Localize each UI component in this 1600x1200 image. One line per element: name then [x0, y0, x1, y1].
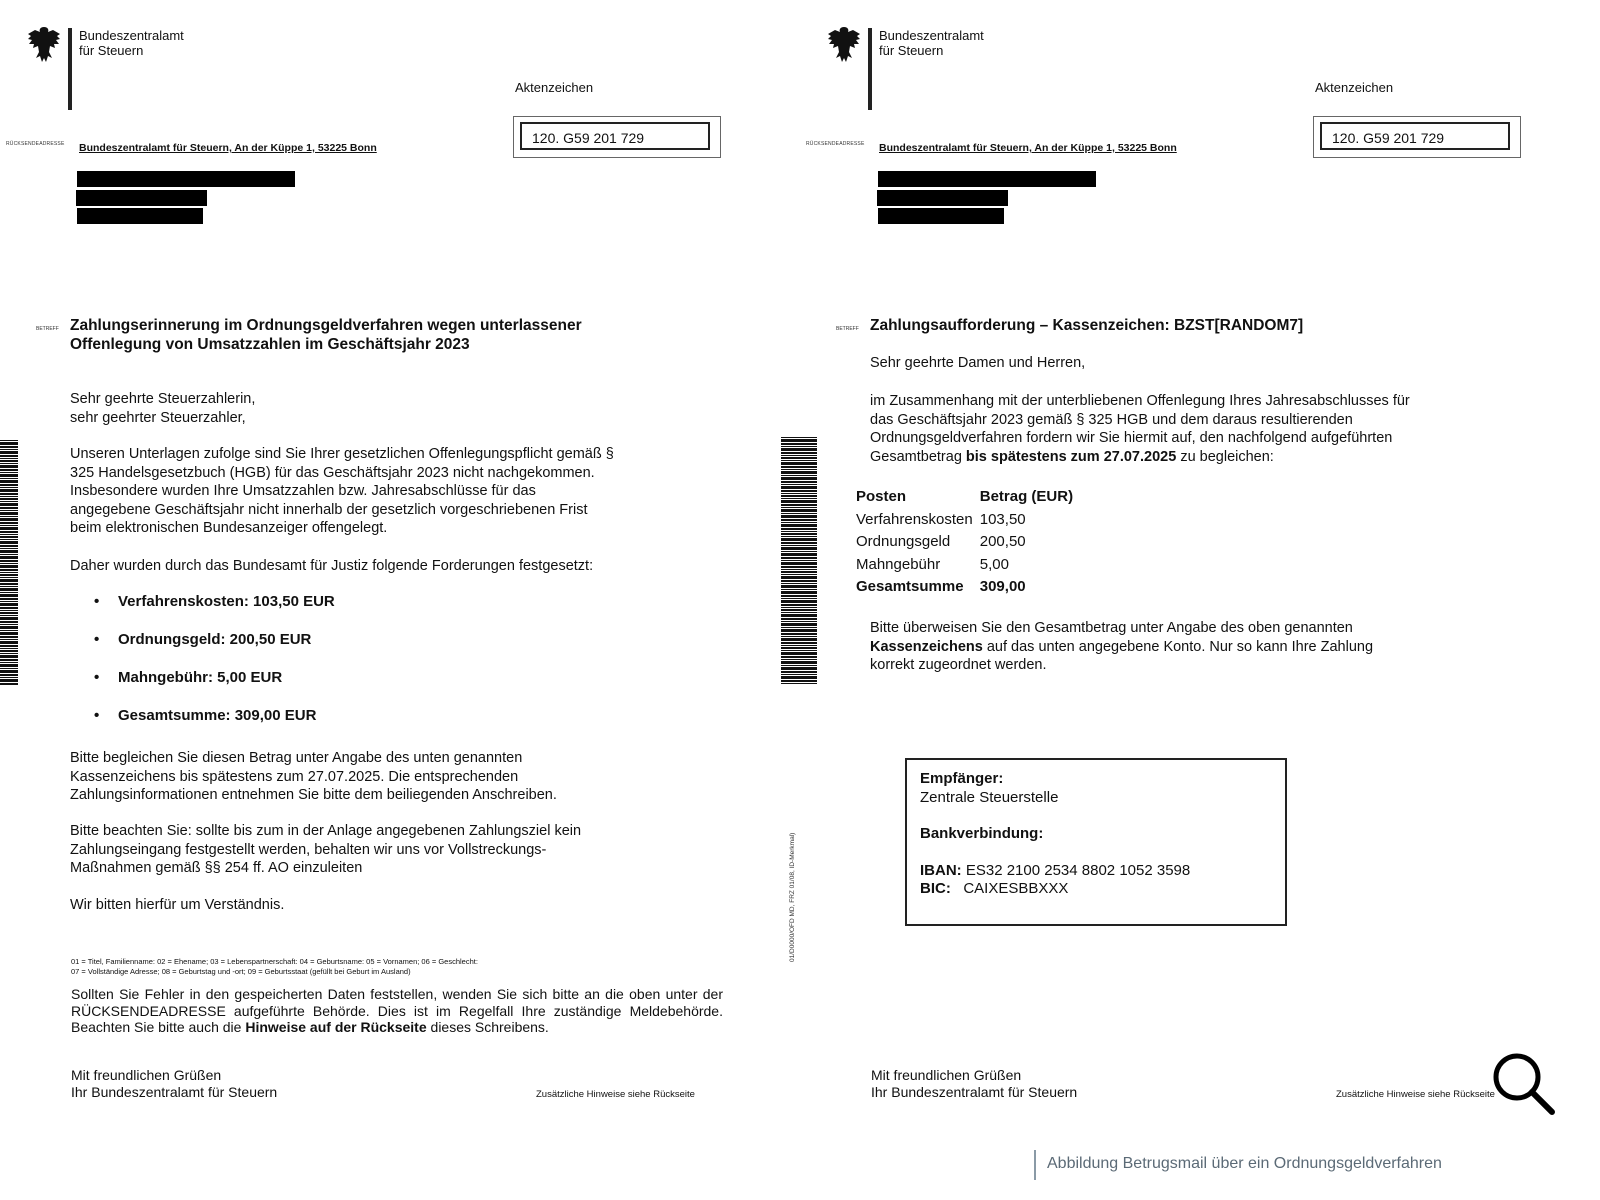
table-cell: 309,00: [979, 578, 1026, 595]
table-header-cell: Posten: [856, 488, 907, 505]
table-row: [853, 554, 1077, 577]
authority-bar: [68, 28, 72, 110]
understanding-line: Wir bitten hierfür um Verständnis.: [70, 897, 285, 913]
authority-name: Bundeszentralamt für Steuern: [79, 28, 184, 58]
betreff-label: BETREFF: [36, 326, 59, 332]
table-cell: 103,50: [979, 510, 1026, 528]
intro-paragraph: Unseren Unterlagen zufolge sind Sie Ihrer gesetzlichen Offenlegungspflicht gemäß § 325 Handelsgesetzbuch (HGB) für das Geschäftsjahr 2023 nicht nachgekommen. Insbesondere wurden Ihre Umsatzzahlen bzw. Jahresabschlüsse für das angegebene Geschäftsjahr nicht innerhalb der gesetzlich vorgeschriebenen Frist beim elektronischen Bundesanzeiger offengelegt.: [70, 446, 614, 536]
back-note: Zusätzliche Hinweise siehe Rückseite: [536, 1089, 695, 1100]
table-cell: Gesamtsumme: [856, 578, 964, 595]
list-item: • Verfahrenskosten: 103,50 EUR: [70, 592, 335, 630]
salutation: Sehr geehrte Damen und Herren,: [870, 355, 1086, 371]
redaction-bar: [76, 190, 207, 206]
table-total-row: [853, 576, 1077, 599]
barcode-icon: [0, 440, 36, 685]
table-row: [853, 509, 1077, 532]
footnote: 01 = Titel, Familienname: 02 = Ehename; 03 = Lebenspartnerschaft: 04 = Geburtsname: 05 = Vornamen; 06 = Geschlecht: 07 = Vollständige Adresse; 08 = Geburtstag und -ort; 09 = Geburtsstaat (gefüllt bei Geburt im Ausland): [71, 957, 478, 976]
sender-label: RÜCKSENDEADRESSE: [6, 141, 65, 147]
redaction-bar: [878, 171, 1096, 187]
betreff-label: BETREFF: [836, 326, 859, 332]
table-cell: Ordnungsgeld: [856, 533, 951, 550]
table-cell: Verfahrenskosten: [856, 510, 973, 528]
recipient-name: Zentrale Steuerstelle: [920, 788, 1059, 806]
bic-line: BIC: CAIXESBBXXX: [920, 880, 1069, 897]
closing: Mit freundlichen Grüßen Ihr Bundeszentralamt für Steuern: [871, 1067, 1078, 1100]
aktenzeichen-value: 120. G59 201 729: [1320, 122, 1510, 150]
salutation: Sehr geehrte Steuerzahlerin, sehr geehrter Steuerzahler,: [70, 391, 256, 426]
sender-label: RÜCKSENDEADRESSE: [806, 141, 865, 147]
cost-table: [853, 486, 1077, 599]
claims-list: [70, 592, 335, 744]
redaction-bar: [877, 190, 1008, 206]
bank-details-box: [905, 758, 1287, 926]
table-cell: Mahngebühr: [856, 555, 941, 573]
barcode-icon: [781, 437, 817, 685]
back-note: Zusätzliche Hinweise siehe Rückseite: [1336, 1089, 1495, 1100]
letter-left: [0, 0, 790, 1120]
magnifier-icon: [1490, 1050, 1560, 1120]
claims-intro: Daher wurden durch das Bundesamt für Justiz folgende Forderungen festgesetzt:: [70, 558, 594, 574]
table-cell: 5,00: [979, 555, 1009, 573]
subject: Zahlungsaufforderung – Kassenzeichen: BZST[RANDOM7]: [870, 317, 1304, 334]
sender-address: Bundeszentralamt für Steuern, An der Küppe 1, 53225 Bonn: [79, 142, 377, 154]
aktenzeichen-label: Aktenzeichen: [1315, 80, 1394, 95]
iban-line: IBAN: ES32 2100 2534 8802 1052 3598: [920, 861, 1191, 879]
redaction-bar: [77, 208, 203, 224]
redaction-bar: [77, 171, 295, 187]
subject: Zahlungserinnerung im Ordnungsgeldverfahren wegen unterlassener Offenlegung von Umsatzzahlen im Geschäftsjahr 2023: [70, 317, 582, 353]
aktenzeichen-label: Aktenzeichen: [515, 80, 594, 95]
list-item: • Mahngebühr: 5,00 EUR: [70, 668, 335, 706]
intro-paragraph: im Zusammenhang mit der unterbliebenen Offenlegung Ihres Jahresabschlusses für das Geschäftsjahr 2023 gemäß § 325 HGB und dem daraus resultierenden Ordnungsgeldverfahren fordern wir Sie hiermit auf, den nachfolgend aufgeführten Gesamtbetrag bis spätestens zum 27.07.2025 zu begleichen:: [870, 393, 1410, 465]
warning-paragraph: Bitte beachten Sie: sollte bis zum in der Anlage angegebenen Zahlungsziel kein Zahlungseingang festgestellt werden, behalten wir uns vor Vollstreckungs- Maßnahmen gemäß §§ 254 ff. AO einzuleiten: [70, 823, 582, 876]
list-item: • Ordnungsgeld: 200,50 EUR: [70, 630, 335, 668]
aktenzeichen-box: [1313, 116, 1521, 158]
closing: Mit freundlichen Grüßen Ihr Bundeszentralamt für Steuern: [71, 1067, 278, 1100]
transfer-paragraph: Bitte überweisen Sie den Gesamtbetrag unter Angabe des oben genannten Kassenzeichens auf das unten angegebene Konto. Nur so kann Ihre Zahlung korrekt zugeordnet werden.: [870, 620, 1374, 673]
list-item: • Gesamtsumme: 309,00 EUR: [70, 706, 335, 744]
federal-eagle-icon: [26, 24, 62, 64]
sender-address: Bundeszentralamt für Steuern, An der Küppe 1, 53225 Bonn: [879, 142, 1177, 154]
data-error-notice: Sollten Sie Fehler in den gespeicherten Daten feststellen, wenden Sie sich bitte an die oben unter der RÜCKSENDEADRESSE aufgeführte Behörde. Dies ist im Regelfall Ihre zuständige Meldebehörde. Beachten Sie bitte auch die Hinweise auf der Rückseite dieses Schreibens.: [71, 986, 723, 1035]
authority-bar: [868, 28, 872, 110]
aktenzeichen-value: 120. G59 201 729: [520, 122, 710, 150]
recipient-label: Empfänger:: [920, 770, 1004, 787]
figure-caption: Abbildung Betrugsmail über ein Ordnungsgeldverfahren: [1047, 1155, 1442, 1172]
bank-label: Bankverbindung:: [920, 825, 1044, 842]
table-cell: 200,50: [979, 533, 1026, 550]
letter-right: [789, 0, 1590, 1120]
caption-divider: [1034, 1150, 1036, 1180]
side-code: 01/D0000/OFD MD, FRZ 01/08, ID-Merkmal): [789, 832, 796, 962]
authority-name: Bundeszentralamt für Steuern: [879, 28, 984, 58]
federal-eagle-icon: [826, 24, 862, 64]
table-row: [853, 531, 1077, 554]
payment-paragraph: Bitte begleichen Sie diesen Betrag unter Angabe des unten genannten Kassenzeichens bis spätestens zum 27.07.2025. Die entsprechenden Zahlungsinformationen entnehmen Sie bitte dem beiliegenden Anschreiben.: [70, 750, 557, 803]
table-header-row: [853, 486, 1077, 509]
aktenzeichen-box: [513, 116, 721, 158]
redaction-bar: [878, 208, 1004, 224]
table-header-cell: Betrag (EUR): [979, 488, 1074, 505]
